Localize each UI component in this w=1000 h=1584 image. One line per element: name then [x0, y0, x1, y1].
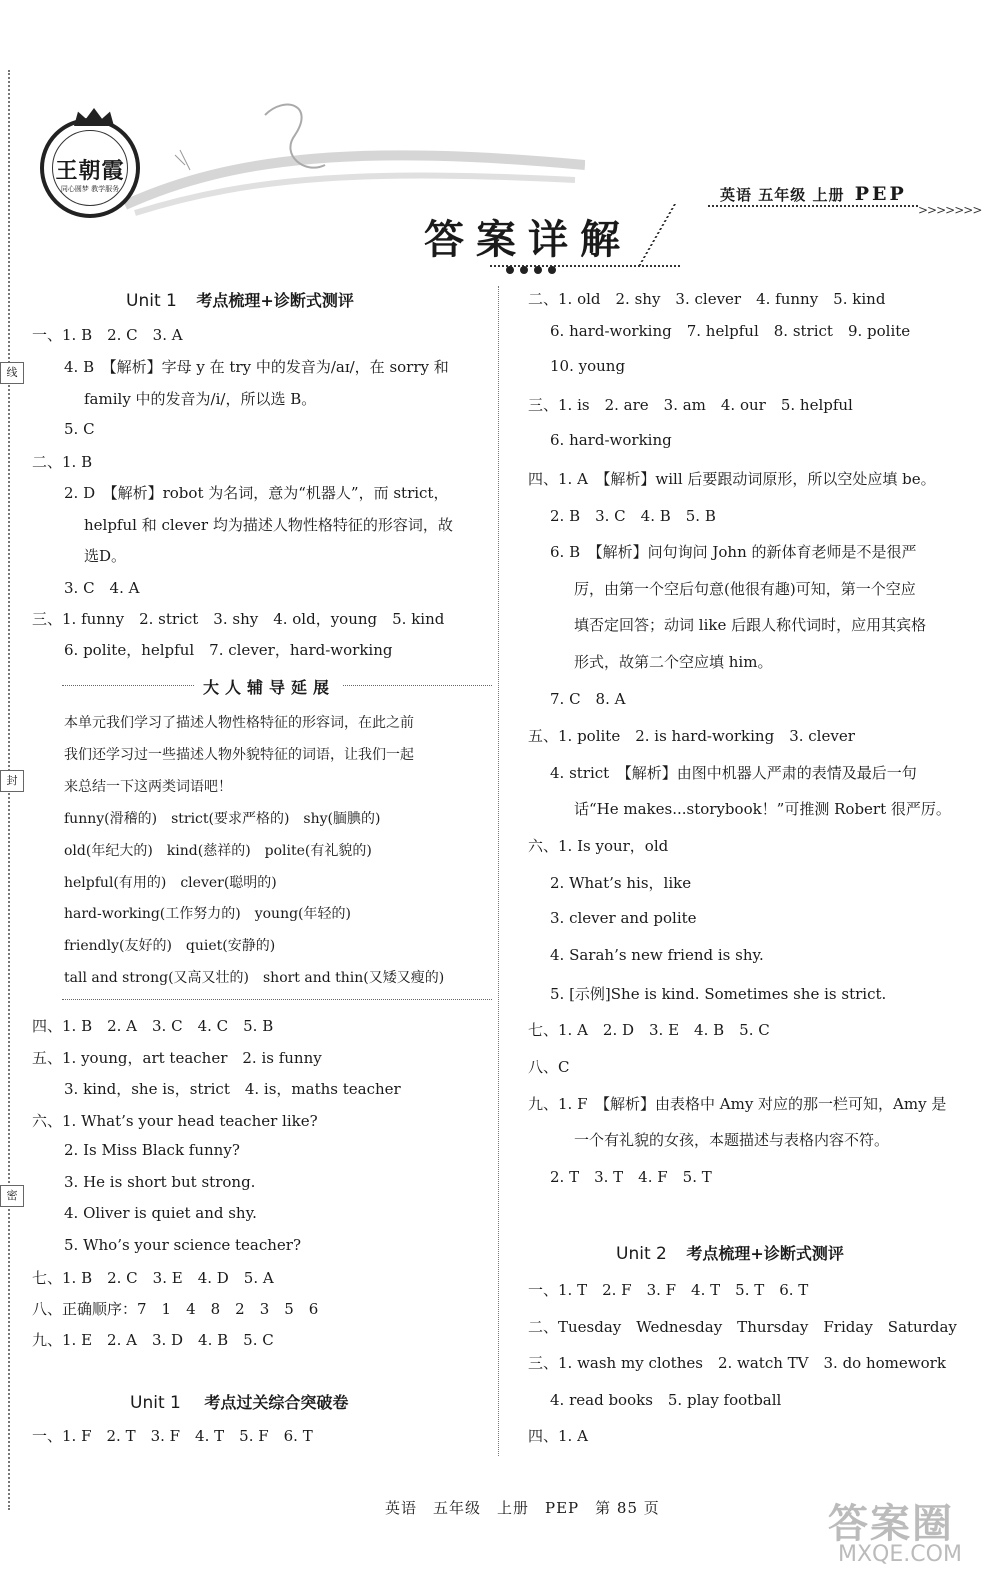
header-swoosh-decoration	[115, 95, 585, 225]
answer-line: 2. T 3. T 4. F 5. T	[550, 1168, 712, 1186]
answer-line: 4. B 【解析】字母 y 在 try 中的发音为/aɪ/，在 sorry 和	[64, 358, 449, 376]
logo-slogan: 同心圆梦 教学服务	[60, 185, 120, 193]
answer-line: 四、1. A	[528, 1427, 588, 1445]
extension-note: tall and strong(又高又壮的) short and thin(又矮又瘦的)	[64, 970, 445, 986]
answer-line: 3. He is short but strong.	[64, 1173, 256, 1191]
binding-tag-mi: 密	[0, 1185, 24, 1207]
header-dotted-line	[708, 205, 918, 207]
extension-bottom-rule	[62, 999, 492, 1000]
answer-line: 10. young	[550, 357, 626, 375]
answer-line: 3. clever and polite	[550, 909, 697, 927]
answer-line: 5. C	[64, 420, 95, 438]
answer-line: 四、1. B 2. A 3. C 4. C 5. B	[32, 1017, 274, 1035]
site-watermark	[828, 1492, 988, 1572]
answer-line: 六、1. Is your，old	[528, 837, 669, 855]
header-arrows: >>>>>>>	[918, 203, 982, 217]
extension-note: 我们还学习过一些描述人物外貌特征的词语，让我们一起	[64, 747, 414, 763]
answer-line: 选D。	[84, 547, 127, 565]
answer-line: 四、1. A 【解析】will 后要跟动词原形，所以空处应填 be。	[528, 470, 936, 488]
answer-line: 九、1. F 【解析】由表格中 Amy 对应的那一栏可知，Amy 是	[528, 1095, 947, 1113]
answer-line: helpful 和 clever 均为描述人物性格特征的形容词，故	[84, 516, 453, 534]
answer-line: 4. strict 【解析】由图中机器人严肃的表情及最后一句	[550, 764, 917, 782]
answer-line: 2. D 【解析】robot 为名词，意为“机器人”，而 strict，	[64, 484, 449, 502]
answer-line: 5. Who’s your science teacher?	[64, 1236, 302, 1254]
answer-line: 一、1. B 2. C 3. A	[32, 326, 183, 344]
binding-tag-xian: 线	[0, 362, 24, 384]
extension-note: hard-working(工作努力的) young(年轻的)	[64, 906, 351, 922]
answer-line: 2. What’s his，like	[550, 874, 692, 892]
answer-line: 二、1. old 2. shy 3. clever 4. funny 5. kind	[528, 290, 886, 308]
unit-label: Unit 2	[616, 1244, 667, 1264]
answer-line: 六、1. What’s your head teacher like?	[32, 1112, 318, 1130]
binding-tag-feng: 封	[0, 770, 24, 792]
answer-line: 5. [示例]She is kind. Sometimes she is strict.	[550, 985, 887, 1003]
logo-text: 王朝霞	[55, 158, 125, 184]
extension-note: 本单元我们学习了描述人物性格特征的形容词，在此之前	[64, 715, 414, 731]
page-title: 答案详解	[424, 216, 632, 263]
answer-line: 七、1. A 2. D 3. E 4. B 5. C	[528, 1021, 770, 1039]
answer-line: 二、1. B	[32, 453, 93, 471]
answer-line: 2. B 3. C 4. B 5. B	[550, 507, 716, 525]
answer-line: 七、1. B 2. C 3. E 4. D 5. A	[32, 1269, 274, 1287]
answer-line: 4. read books 5. play football	[550, 1391, 782, 1409]
answer-line: 6. hard-working 7. helpful 8. strict 9. polite	[550, 322, 911, 340]
answer-line: 话“He makes...storybook！”可推测 Robert 很严厉。	[574, 800, 951, 818]
answer-line: 三、1. funny 2. strict 3. shy 4. old，young 5. kind	[32, 610, 445, 628]
header-book-info	[720, 183, 907, 205]
answer-line: 一、1. T 2. F 3. F 4. T 5. T 6. T	[528, 1281, 809, 1299]
answer-line: family 中的发音为/i/，所以选 B。	[84, 390, 317, 408]
answer-line: 八、C	[528, 1058, 570, 1076]
extension-note: funny(滑稽的) strict(要求严格的) shy(腼腆的)	[64, 811, 381, 827]
answer-line: 厉，由第一个空后句意(他很有趣)可知，第一个空应	[574, 580, 916, 598]
watermark-url: MXQE.COM	[838, 1542, 962, 1567]
extension-note: 来总结一下这两类词语吧！	[64, 779, 232, 795]
extension-note: old(年纪大的) kind(慈祥的) polite(有礼貌的)	[64, 843, 372, 859]
answer-line: 4. Oliver is quiet and shy.	[64, 1204, 257, 1222]
extension-title: 大人辅导延展	[195, 675, 343, 698]
answer-line: 填否定回答；动词 like 后跟人称代词时，应用其宾格	[574, 616, 927, 634]
unit1-test-heading	[130, 1390, 348, 1413]
answer-line: 八、正确顺序：7 1 4 8 2 3 5 6	[32, 1300, 319, 1318]
answer-line: 6. hard-working	[550, 431, 672, 449]
answer-line: 3. kind，she is，strict 4. is，maths teacher	[64, 1080, 401, 1098]
header-subject-grade: 英语 五年级 上册	[720, 186, 845, 204]
answer-line: 4. Sarah’s new friend is shy.	[550, 946, 764, 964]
header-slanted-line	[638, 204, 678, 266]
answer-line: 2. Is Miss Black funny?	[64, 1141, 240, 1159]
answer-line: 一个有礼貌的女孩，本题描述与表格内容不符。	[574, 1131, 890, 1149]
answer-line: 3. C 4. A	[64, 579, 140, 597]
answer-line: 一、1. F 2. T 3. F 4. T 5. F 6. T	[32, 1427, 313, 1445]
unit-label: Unit 1	[126, 291, 177, 311]
answer-line: 五、1. polite 2. is hard-working 3. clever	[528, 727, 855, 745]
answer-line: 6. B 【解析】问句询问 John 的新体育老师是不是很严	[550, 543, 917, 561]
brand-logo	[40, 118, 140, 218]
page-footer: 英语 五年级 上册 PEP 第 85 页	[385, 1499, 660, 1517]
unit-label: Unit 1	[130, 1393, 181, 1413]
unit2-section-heading	[616, 1241, 844, 1264]
answer-line: 7. C 8. A	[550, 690, 626, 708]
answer-line: 二、Tuesday Wednesday Thursday Friday Saturday	[528, 1318, 957, 1336]
extension-note: helpful(有用的) clever(聪明的)	[64, 875, 277, 891]
answer-line: 三、1. is 2. are 3. am 4. our 5. helpful	[528, 396, 853, 414]
section-title: 考点梳理+诊断式测评	[196, 291, 354, 310]
answer-line: 五、1. young，art teacher 2. is funny	[32, 1049, 322, 1067]
crown-icon	[74, 108, 114, 126]
watermark-main: 答案圈	[828, 1501, 954, 1547]
answer-line: 九、1. E 2. A 3. D 4. B 5. C	[32, 1331, 274, 1349]
header-edition: PEP	[854, 183, 907, 205]
answer-line: 6. polite，helpful 7. clever，hard-working	[64, 641, 393, 659]
extension-note: friendly(友好的) quiet(安静的)	[64, 938, 276, 954]
section-title: 考点过关综合突破卷	[204, 1393, 349, 1412]
answer-line: 三、1. wash my clothes 2. watch TV 3. do homework	[528, 1354, 946, 1372]
column-divider	[498, 286, 499, 1456]
unit1-section-heading	[126, 288, 354, 311]
answer-line: 形式，故第二个空应填 him。	[574, 653, 773, 671]
section-title: 考点梳理+诊断式测评	[686, 1244, 844, 1263]
